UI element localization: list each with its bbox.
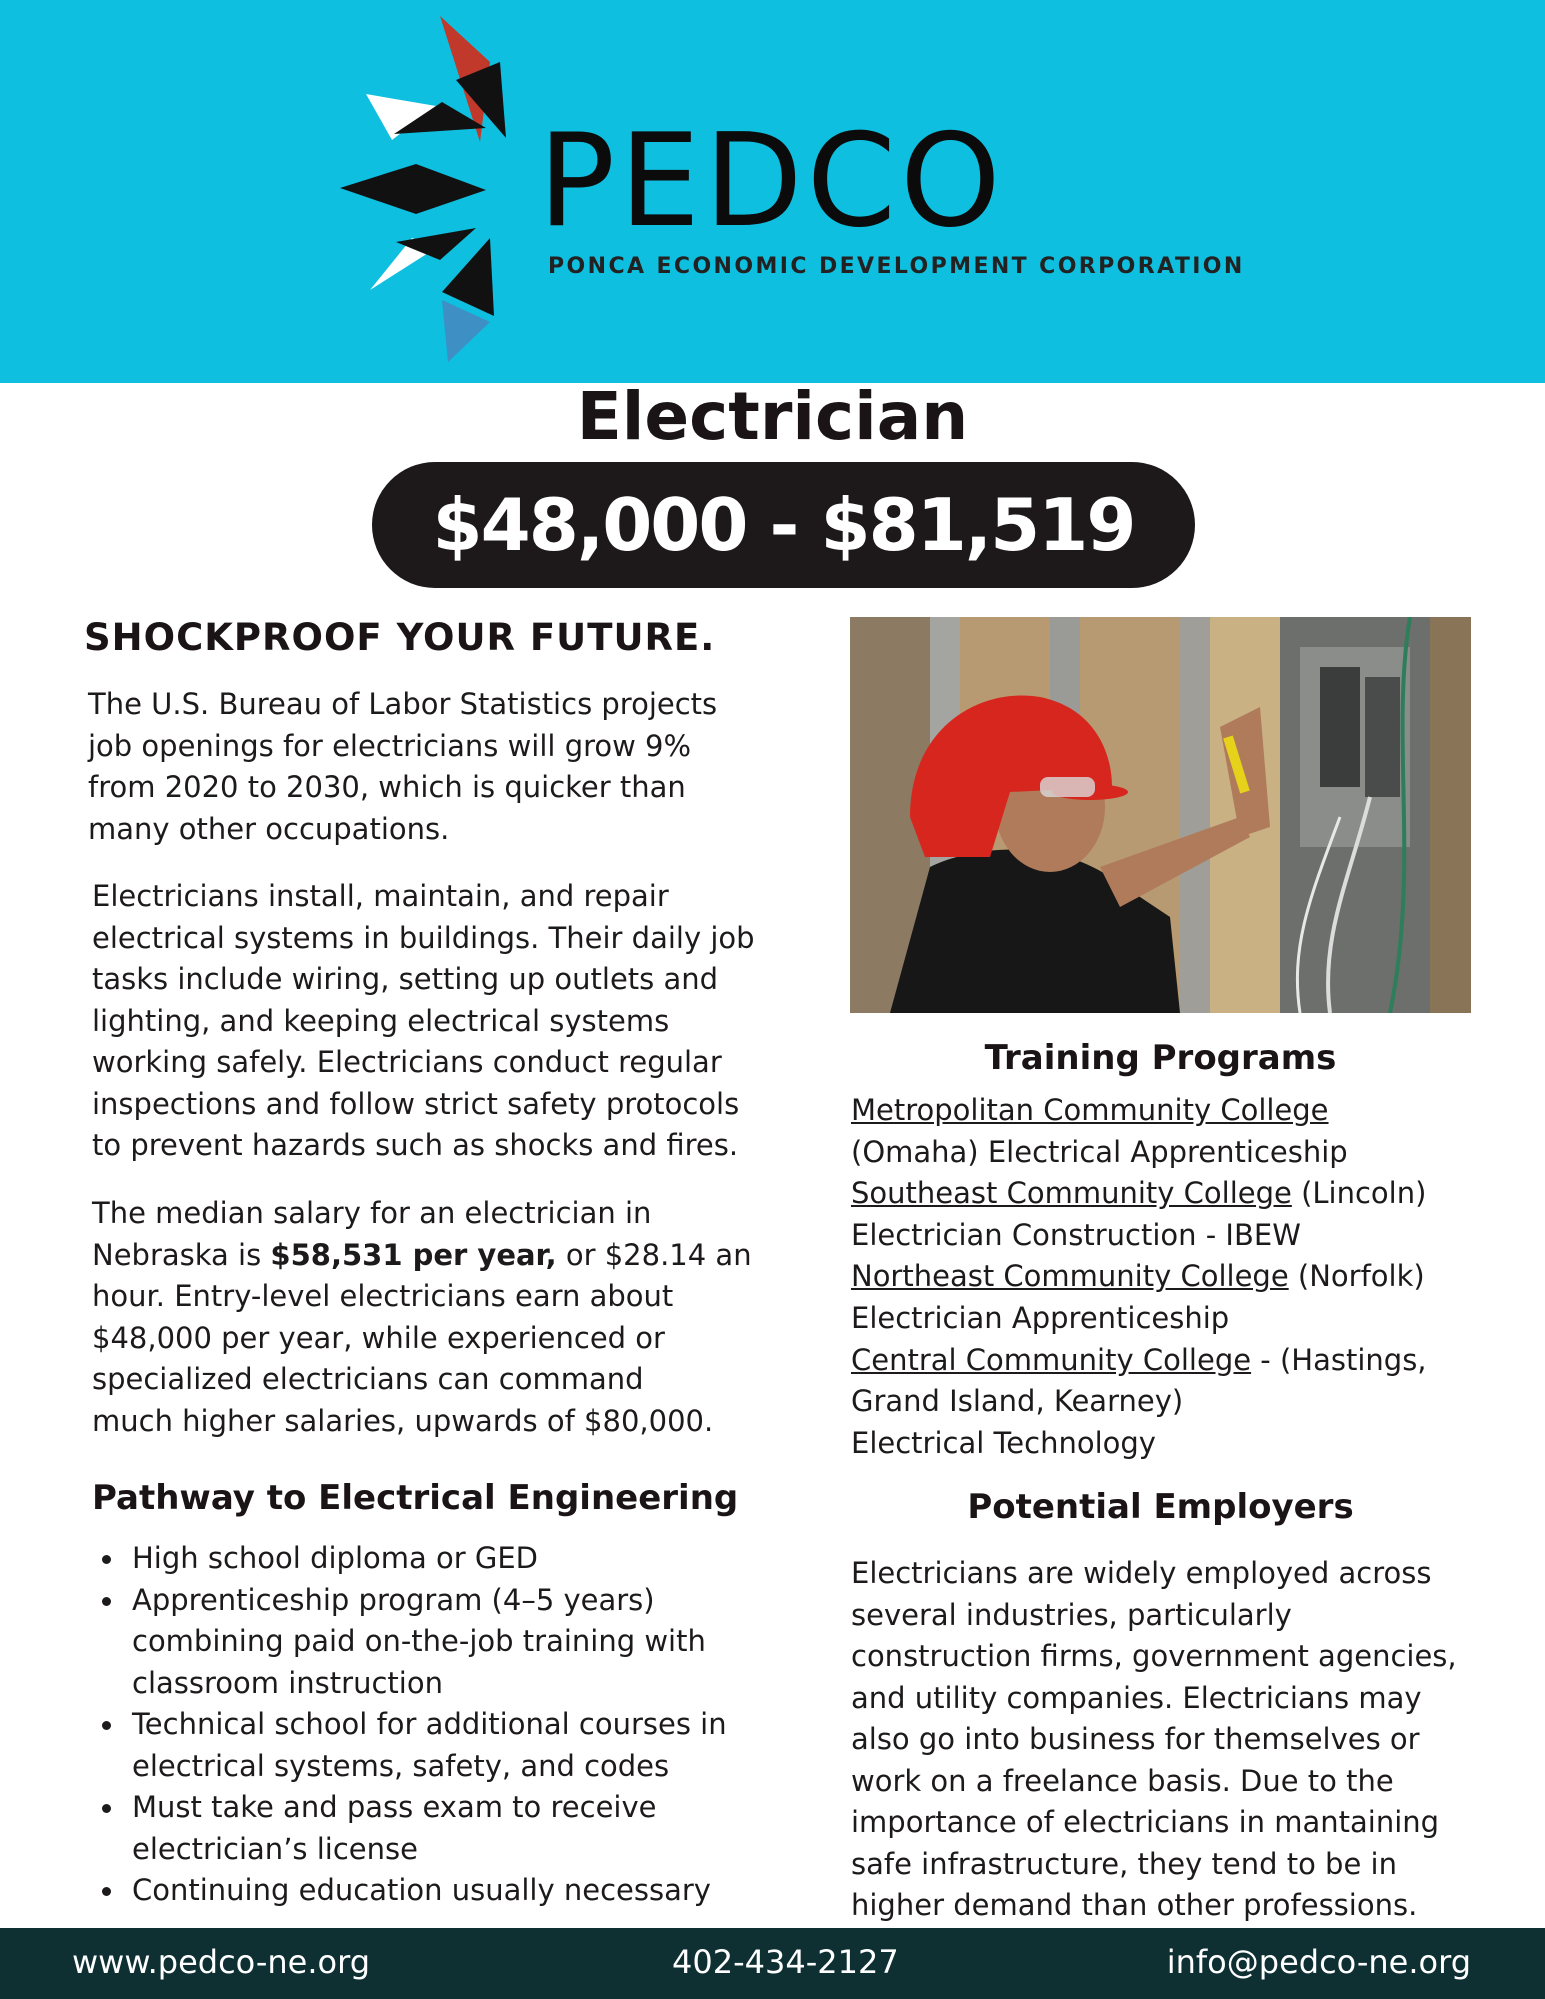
- list-item: [92, 1704, 792, 1787]
- section-heading-training: Training Programs: [984, 1038, 1337, 1078]
- text-line: higher demand than other professions.: [851, 1888, 1418, 1922]
- link-metropolitan-community-college[interactable]: Metropolitan Community College: [851, 1093, 1329, 1127]
- text-line: also go into business for themselves or: [851, 1722, 1420, 1756]
- list-item-text: Apprenticeship program (4–5 years) combining paid on-the-job training with classroom instruction: [132, 1582, 706, 1700]
- text-line: electrical systems in buildings. Their daily job: [92, 920, 755, 955]
- footer-website-link[interactable]: www.pedco-ne.org: [72, 1943, 370, 1981]
- text-line: and utility companies. Electricians may: [851, 1680, 1422, 1715]
- section-heading-employers: Potential Employers: [967, 1487, 1354, 1527]
- text-line: Nebraska is: [92, 1237, 271, 1272]
- list-item: [92, 1538, 792, 1580]
- link-northeast-community-college[interactable]: Northeast Community College: [851, 1259, 1289, 1294]
- text-line: Electricians are widely employed across: [851, 1556, 1432, 1590]
- bullet-icon: [102, 1721, 111, 1730]
- footer-phone[interactable]: 402-434-2127: [672, 1943, 899, 1981]
- text-line: $48,000 per year, while experienced or: [92, 1320, 665, 1355]
- duties-paragraph: [92, 876, 792, 1167]
- header-banner: [0, 0, 1545, 383]
- program-location: (Lincoln): [1291, 1176, 1427, 1211]
- salary-paragraph: [92, 1193, 792, 1442]
- section-heading-shockproof: SHOCKPROOF YOUR FUTURE.: [84, 616, 716, 659]
- bullet-icon: [102, 1804, 111, 1813]
- text-line: hour. Entry-level electricians earn about: [92, 1279, 674, 1313]
- salary-range-badge: $48,000 - $81,519: [372, 462, 1195, 588]
- list-item-text: High school diploma or GED: [132, 1541, 538, 1575]
- program-location: (Norfolk): [1288, 1259, 1425, 1294]
- intro-paragraph: [88, 684, 788, 850]
- text-line: work on a freelance basis. Due to the: [851, 1763, 1394, 1798]
- text-line: from 2020 to 2030, which is quicker than: [88, 770, 686, 804]
- text-line: job openings for electricians will grow 9%: [88, 728, 692, 763]
- text-line: or $28.14 an: [556, 1237, 752, 1272]
- program-detail: (Omaha) Electrical Apprenticeship: [851, 1134, 1348, 1169]
- footer-email-link[interactable]: info@pedco-ne.org: [1166, 1943, 1471, 1981]
- page-title: Electrician: [576, 378, 969, 455]
- brand-tagline: PONCA ECONOMIC DEVELOPMENT CORPORATION: [548, 254, 1245, 279]
- text-line: The U.S. Bureau of Labor Statistics projects: [88, 687, 718, 721]
- link-southeast-community-college[interactable]: Southeast Community College: [851, 1176, 1292, 1211]
- employers-paragraph: [851, 1553, 1481, 1927]
- text-line: several industries, particularly: [851, 1597, 1292, 1632]
- electrician-photo: [850, 617, 1471, 1013]
- bullet-icon: [102, 1887, 111, 1896]
- list-item-text: Continuing education usually necessary: [132, 1873, 711, 1907]
- training-programs-list: [851, 1090, 1491, 1464]
- text-line: specialized electricians can command: [92, 1362, 644, 1396]
- bullet-icon: [102, 1555, 111, 1564]
- text-line: lighting, and keeping electrical systems: [92, 1003, 670, 1038]
- program-detail: Electrical Technology: [851, 1425, 1156, 1460]
- text-line: Electricians install, maintain, and repair: [92, 879, 669, 913]
- bullet-icon: [102, 1597, 111, 1606]
- program-location: - (Hastings,: [1251, 1342, 1427, 1377]
- text-line: many other occupations.: [88, 811, 450, 846]
- text-line: importance of electricians in mantaining: [851, 1805, 1440, 1839]
- program-detail: Electrician Apprenticeship: [851, 1300, 1230, 1335]
- section-heading-pathway: Pathway to Electrical Engineering: [92, 1478, 739, 1518]
- brand-name: PEDCO: [538, 107, 1005, 256]
- text-line: safe infrastructure, they tend to be in: [851, 1846, 1397, 1881]
- list-item: [92, 1787, 792, 1870]
- text-line: working safely. Electricians conduct regular: [92, 1045, 722, 1079]
- link-central-community-college[interactable]: Central Community College: [851, 1342, 1252, 1377]
- text-line: construction firms, government agencies,: [851, 1639, 1457, 1673]
- list-item-text: Must take and pass exam to receive electrician’s license: [132, 1790, 657, 1866]
- footer-bar: [0, 1928, 1545, 1999]
- text-line: much higher salaries, upwards of $80,000.: [92, 1403, 714, 1438]
- text-line: tasks include wiring, setting up outlets and: [92, 962, 719, 996]
- list-item: [92, 1870, 792, 1912]
- text-line: inspections and follow strict safety protocols: [92, 1086, 740, 1121]
- program-detail: Electrician Construction - IBEW: [851, 1217, 1301, 1252]
- program-location: Grand Island, Kearney): [851, 1384, 1184, 1419]
- pathway-list: [92, 1538, 792, 1912]
- text-line: to prevent hazards such as shocks and fires.: [92, 1128, 739, 1162]
- list-item-text: Technical school for additional courses in electrical systems, safety, and codes: [132, 1707, 727, 1783]
- list-item: [92, 1580, 792, 1705]
- pedco-logo-icon: [330, 10, 540, 370]
- text-line: The median salary for an electrician in: [92, 1196, 652, 1230]
- median-salary: $58,531 per year,: [270, 1237, 557, 1272]
